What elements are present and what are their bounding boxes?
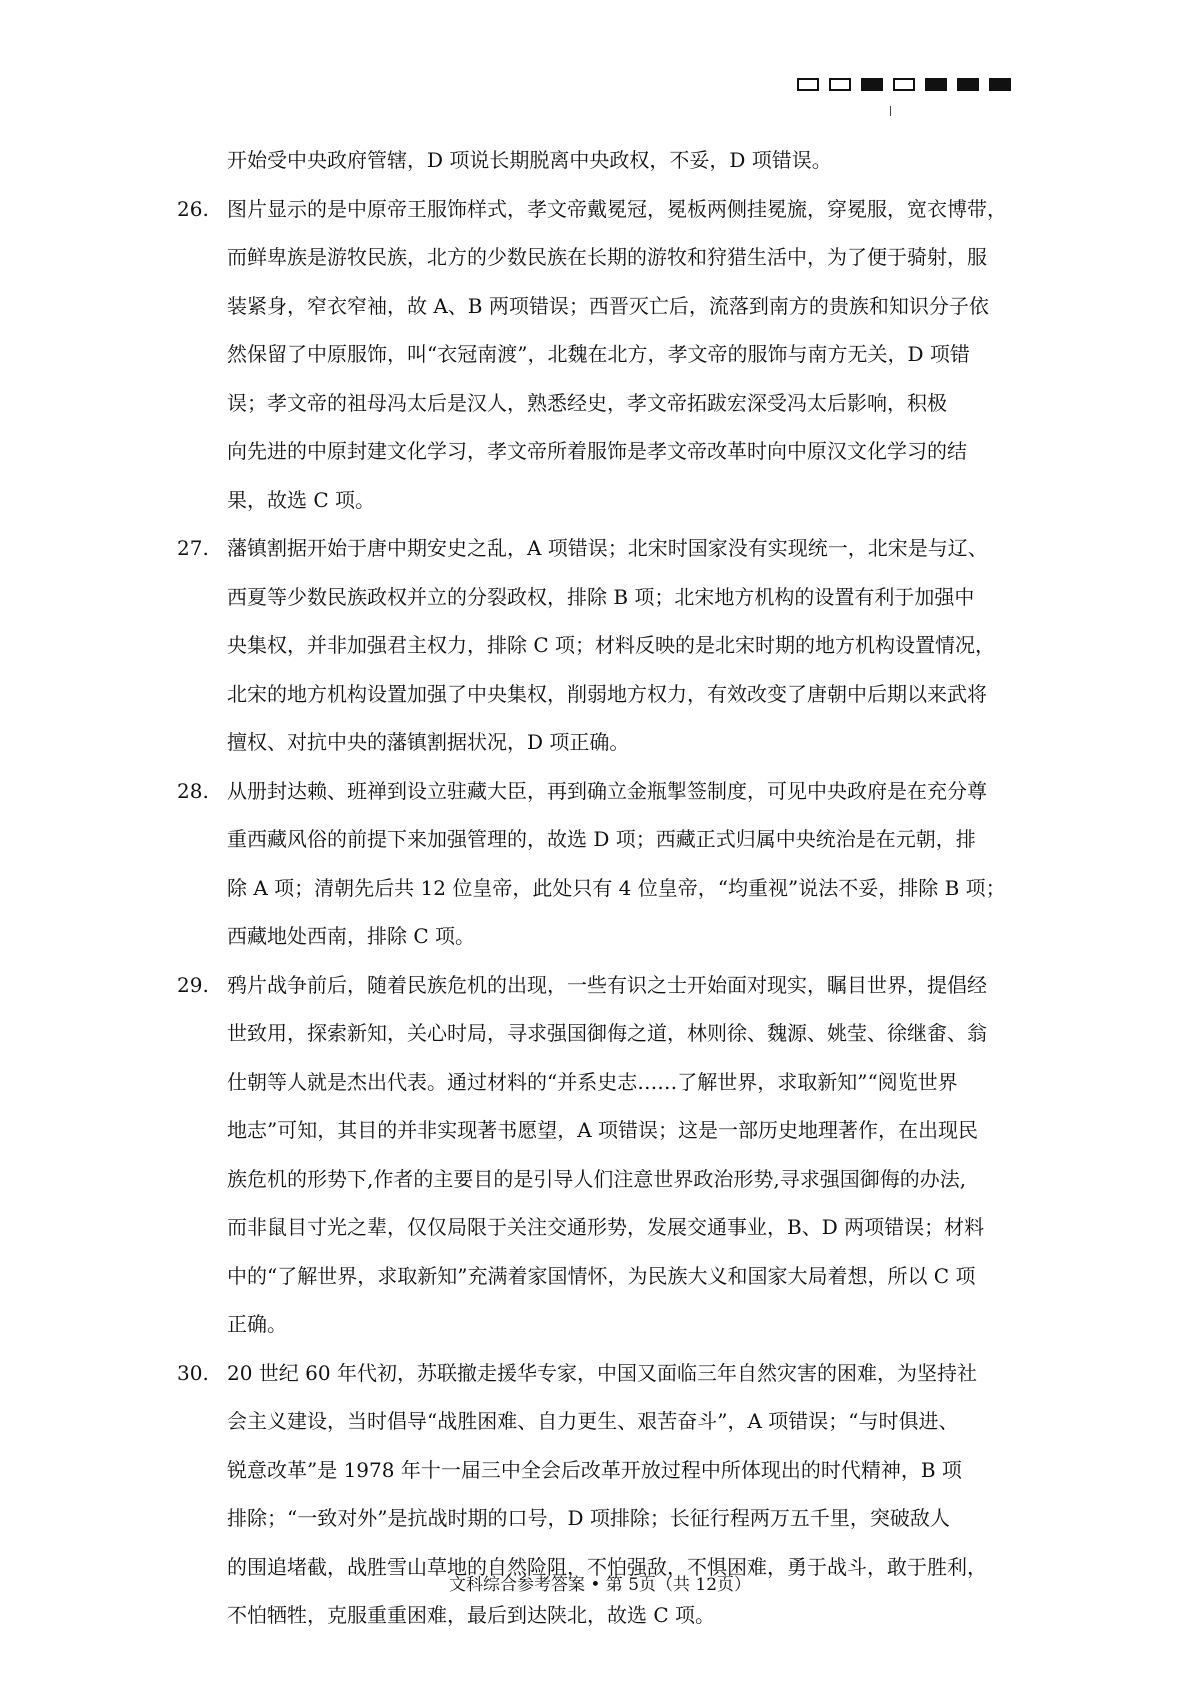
answer-item bbox=[177, 1349, 1039, 1640]
answer-line: 而鲜卑族是游牧民族，北方的少数民族在长期的游牧和狩猎生活中，为了便于骑射，服 bbox=[227, 245, 987, 269]
answer-line: 然保留了中原服饰，叫“衣冠南渡”，北魏在北方，孝文帝的服饰与南方无关，D 项错 bbox=[227, 342, 970, 366]
answer-line: 正确。 bbox=[227, 1312, 287, 1336]
continuation-text: 开始受中央政府管辖，D 项说长期脱离中央政权，不妥，D 项错误。 bbox=[227, 148, 832, 172]
answer-line: 果，故选 C 项。 bbox=[227, 487, 376, 512]
answer-line: 族危机的形势下,作者的主要目的是引导人们注意世界政治形势,寻求强国御侮的办法, bbox=[227, 1166, 967, 1191]
answer-line: 误；孝文帝的祖母冯太后是汉人，熟悉经史，孝文帝拓跋宏深受冯太后影响，积极 bbox=[227, 390, 947, 415]
answer-line: 锐意改革”是 1978 年十一届三中全会后改革开放过程中所体现出的时代精神，B 项 bbox=[227, 1457, 962, 1482]
answer-number: 27. bbox=[177, 536, 209, 560]
answer-line: 仕朝等人就是杰出代表。通过材料的“并系史志……了解世界，求取新知”“阅览世界 bbox=[227, 1069, 958, 1094]
answer-line: 世致用，探索新知，关心时局，寻求强国御侮之道，林则徐、魏源、姚莹、徐继畬、翁 bbox=[227, 1021, 987, 1045]
answer-item bbox=[177, 961, 1039, 1349]
answer-number: 29. bbox=[177, 972, 209, 997]
answer-item bbox=[177, 185, 1039, 525]
header-marks bbox=[797, 78, 1011, 91]
answer-list bbox=[177, 185, 1039, 1640]
answer-line: 鸦片战争前后，随着民族危机的出现，一些有识之士开始面对现实，瞩目世界，提倡经 bbox=[227, 972, 987, 997]
answer-line: 中的“了解世界，求取新知”充满着家国情怀，为民族大义和国家大局着想，所以 C 项 bbox=[227, 1263, 976, 1288]
answer-line: 而非鼠目寸光之辈，仅仅局限于关注交通形势，发展交通事业，B、D 两项错误；材料 bbox=[227, 1215, 985, 1239]
answer-line: 排除；“一致对外”是抗战时期的口号，D 项排除；长征行程两万五千里，突破敌人 bbox=[227, 1506, 950, 1530]
answer-line: 装紧身，窄衣窄袖，故 A、B 两项错误；西晋灭亡后，流落到南方的贵族和知识分子依 bbox=[227, 293, 989, 318]
answer-line: 20 世纪 60 年代初，苏联撤走援华专家，中国又面临三年自然灾害的困难，为坚持社 bbox=[227, 1360, 977, 1385]
answer-line: 地志”可知，其目的并非实现著书愿望，A 项错误；这是一部历史地理著作，在出现民 bbox=[227, 1118, 979, 1142]
answer-line: 向先进的中原封建文化学习，孝文帝所着服饰是孝文帝改革时向中原汉文化学习的结 bbox=[227, 439, 967, 463]
answer-line: 重西藏风俗的前提下来加强管理的，故选 D 项；西藏正式归属中央统治是在元朝，排 bbox=[227, 827, 976, 851]
answer-item bbox=[177, 524, 1039, 767]
page-footer: 文科综合参考答案 • 第 5页（共 12页） bbox=[448, 1575, 752, 1595]
answer-line: 不怕牺牲，克服重重困难，最后到达陕北，故选 C 项。 bbox=[227, 1603, 716, 1627]
filled-square-mark bbox=[989, 78, 1011, 91]
answer-line: 图片显示的是中原帝王服饰样式，孝文帝戴冕冠，冕板两侧挂冕旒，穿冕服，宽衣博带， bbox=[227, 196, 1007, 221]
empty-square-mark bbox=[893, 78, 915, 91]
header-tick bbox=[890, 106, 891, 116]
answer-item bbox=[177, 767, 1039, 961]
answer-line: 擅权、对抗中央的藩镇割据状况，D 项正确。 bbox=[227, 730, 630, 754]
answer-line: 西夏等少数民族政权并立的分裂政权，排除 B 项；北宋地方机构的设置有利于加强中 bbox=[227, 584, 975, 609]
empty-square-mark bbox=[797, 78, 819, 91]
answer-number: 28. bbox=[177, 778, 209, 803]
answer-line: 藩镇割据开始于唐中期安史之乱，A 项错误；北宋时国家没有实现统一，北宋是与辽、 bbox=[227, 536, 988, 560]
filled-square-mark bbox=[957, 78, 979, 91]
answer-line: 西藏地处西南，排除 C 项。 bbox=[227, 924, 476, 948]
answer-line: 从册封达赖、班禅到设立驻藏大臣，再到确立金瓶掣签制度，可见中央政府是在充分尊 bbox=[227, 778, 987, 803]
filled-square-mark bbox=[861, 78, 883, 91]
answer-line: 央集权，并非加强君主权力，排除 C 项；材料反映的是北宋时期的地方机构设置情况， bbox=[227, 633, 996, 657]
answer-line: 除 A 项；清朝先后共 12 位皇帝，此处只有 4 位皇帝，“均重视”说法不妥，排除 B 项； bbox=[227, 875, 1006, 900]
filled-square-mark bbox=[925, 78, 947, 91]
answer-number: 30. bbox=[177, 1360, 209, 1385]
answer-line: 会主义建设，当时倡导“战胜困难、自力更生、艰苦奋斗”，A 项错误；“与时俱进、 bbox=[227, 1409, 959, 1433]
answer-number: 26. bbox=[177, 196, 209, 221]
answer-line: 的围追堵截，战胜雪山草地的自然险阻，不怕强敌，不惧困难，勇于战斗，敢于胜利， bbox=[227, 1554, 987, 1579]
answer-content bbox=[177, 136, 1039, 1640]
empty-square-mark bbox=[829, 78, 851, 91]
answer-line: 北宋的地方机构设置加强了中央集权，削弱地方权力，有效改变了唐朝中后期以来武将 bbox=[227, 681, 987, 706]
